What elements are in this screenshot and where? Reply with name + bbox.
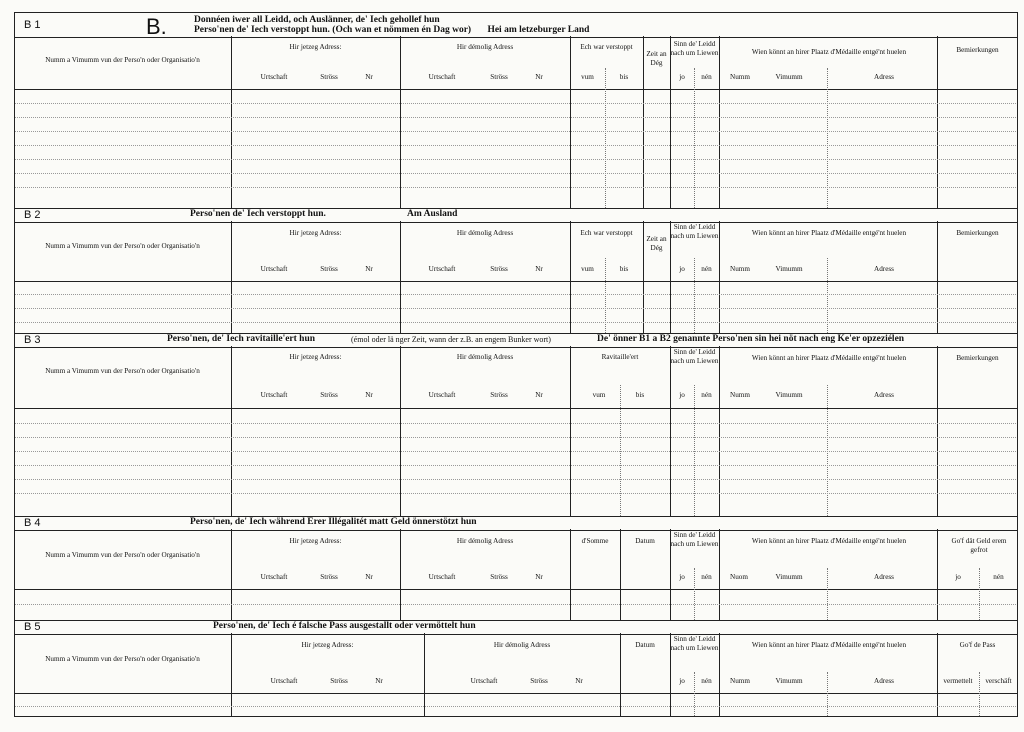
sub-nr-label: Nr (365, 573, 373, 581)
sub-yes-label: jo (955, 573, 961, 581)
col-medal-label: Wien könnt an hirer Plaatz d'Médaille entgé'nt huelen (751, 354, 907, 362)
sub-yes-label: jo (679, 73, 685, 81)
col-divider (400, 221, 401, 333)
col-old-address-label: Hir démolig Adress (456, 43, 514, 51)
col-alive-label: Sinn de' Leidd nach um Liewen (670, 531, 719, 548)
sub-ortschaft-label: Urtschaft (260, 573, 288, 581)
sub-vimumm-label: Vimumm (775, 265, 803, 273)
row-line (14, 173, 1018, 174)
col-divider (670, 36, 671, 208)
form-sheet (14, 12, 1018, 716)
sub-from-label: vum (592, 391, 606, 399)
sub-nr-label: Nr (365, 265, 373, 273)
row-line (14, 604, 1018, 605)
sub-no-label: nén (993, 573, 1004, 581)
subcol-divider (827, 672, 828, 716)
sub-no-label: nén (701, 677, 712, 685)
row-line (14, 145, 1018, 146)
sub-adress-label: Adress (874, 265, 894, 273)
col-divider (719, 633, 720, 716)
sub-from-label: vum (581, 73, 594, 81)
sub-nr-label: Nr (535, 265, 543, 273)
col-divider (570, 346, 571, 516)
section-b1-subheading (194, 25, 589, 35)
sub-strooss-label: Ströss (490, 265, 508, 273)
col-alive-label: Sinn de' Leidd nach um Liewen (670, 223, 719, 240)
sub-ortschaft-label: Urtschaft (470, 677, 498, 685)
sub-adress-label: Adress (874, 391, 894, 399)
col-alive-label: Sinn de' Leidd nach um Liewen (670, 40, 719, 57)
col-old-address-label: Hir démolig Adress (456, 353, 514, 361)
section-b1-id: B 1 (24, 19, 41, 31)
section-b3-id: B 3 (24, 334, 41, 346)
col-old-address-label: Hir démolig Adress (493, 641, 551, 649)
col-hidden-label: Ech war verstoppt (580, 229, 633, 237)
section-b5-heading: Perso'nen, de' Iech é falsche Pass ausgestallt oder vermöttelt hun (213, 621, 476, 631)
sub-numm-label: Numm (730, 265, 750, 273)
sub-yes-label: jo (679, 265, 685, 273)
row-line (14, 322, 1018, 323)
col-divider (570, 221, 571, 333)
sub-strooss-label: Ströss (530, 677, 548, 685)
col-divider (937, 36, 938, 208)
sub-no-label: nén (701, 265, 712, 273)
sub-yes-label: jo (679, 677, 685, 685)
col-old-address-label: Hir démolig Adress (456, 537, 514, 545)
sub-strooss-label: Ströss (320, 73, 338, 81)
sub-ortschaft-label: Urtschaft (260, 265, 288, 273)
sub-strooss-label: Ströss (320, 391, 338, 399)
col-divider (719, 529, 720, 620)
col-name-label: Numm a Vimumm vun der Perso'n oder Organisatio'n (45, 56, 200, 64)
col-medal-label: Wien könnt an hirer Plaatz d'Médaille entgé'nt huelen (751, 229, 907, 237)
sub-nr-label: Nr (535, 573, 543, 581)
row-line (14, 187, 1018, 188)
sub-vimumm-label: Vimumm (775, 677, 803, 685)
sub-ortschaft-label: Urtschaft (428, 265, 456, 273)
row-line (14, 103, 1018, 104)
col-passport-label: Go'f de Pass (959, 641, 996, 649)
form-letter: B. (146, 14, 167, 39)
section-b3-note: (émol oder lä nger Zeit, wann der z.B. an engem Bunker wort) (351, 335, 551, 344)
sub-to-label: bis (619, 265, 629, 273)
sub-numm-label: Numm (730, 391, 750, 399)
section-b2 (14, 208, 1018, 333)
sub-from-label: vum (581, 265, 594, 273)
col-alive-label: Sinn de' Leidd nach um Liewen (670, 635, 719, 652)
col-current-address-label: Hir jetzeg Adress: (289, 353, 342, 361)
col-current-address-label: Hir jetzeg Adress: (289, 537, 342, 545)
section-b3-heading: Perso'nen, de' Iech ravitaille'ert hun (167, 334, 316, 344)
sub-no-label: nén (701, 73, 712, 81)
col-medal-label: Wien könnt an hirer Plaatz d'Médaille entgé'nt huelen (751, 641, 907, 649)
col-divider (937, 346, 938, 516)
section-b1-subheading-place: Hei am letzeburger Land (487, 25, 590, 35)
sub-numm-label: Numm (730, 73, 750, 81)
sub-no-label: nén (701, 391, 712, 399)
col-alive-label: Sinn de' Leidd nach um Liewen (670, 348, 719, 365)
sub-ortschaft-label: Urtschaft (260, 73, 288, 81)
col-divider (670, 346, 671, 516)
sub-procured-label: verschäft (985, 677, 1012, 685)
col-date-label: Datum (635, 537, 655, 545)
col-old-address-label: Hir démolig Adress (456, 229, 514, 237)
sub-numm-label: Numm (730, 677, 750, 685)
sub-strooss-label: Ströss (320, 573, 338, 581)
row-line (14, 294, 1018, 295)
col-date-label: Datum (635, 641, 655, 649)
section-b5-id: B 5 (24, 621, 41, 633)
sub-vimumm-label: Vimumm (775, 573, 803, 581)
col-name-label: Numm a Vimumm vun der Perso'n oder Organisatio'n (45, 367, 200, 375)
col-divider (719, 36, 720, 208)
row-line (14, 706, 1018, 707)
sub-strooss-label: Ströss (490, 573, 508, 581)
section-b4-heading: Perso'nen, de' Iech während Erer Illégalitét matt Geld önnerstötzt hun (190, 517, 477, 527)
sub-to-label: bis (619, 73, 629, 81)
sub-ortschaft-label: Urtschaft (428, 573, 456, 581)
sub-nr-label: Nr (365, 73, 373, 81)
col-remarks-label: Bemierkungen (956, 229, 999, 237)
row-line (14, 131, 1018, 132)
col-divider (719, 221, 720, 333)
col-time-label: Zeit an Dég (646, 50, 667, 67)
col-divider (231, 36, 232, 208)
col-divider (400, 36, 401, 208)
sub-adress-label: Adress (874, 573, 894, 581)
section-b4-id: B 4 (24, 517, 41, 529)
row-line (14, 308, 1018, 309)
col-current-address-label: Hir jetzeg Adress: (289, 43, 342, 51)
row-line (14, 465, 1018, 466)
sub-yes-label: jo (679, 573, 685, 581)
col-name-label: Numm a Vimumm vun der Perso'n oder Organisatio'n (45, 551, 200, 559)
col-remarks-label: Bemierkungen (956, 354, 999, 362)
col-medal-label: Wien könnt an hirer Plaatz d'Médaille entgé'nt huelen (751, 537, 907, 545)
row-line (14, 117, 1018, 118)
subcol-divider (827, 568, 828, 620)
section-b1-heading: Donnéen iwer all Leidd, och Auslänner, de' Iech gehollef hun (194, 15, 440, 25)
col-divider (400, 346, 401, 516)
sub-nr-label: Nr (575, 677, 583, 685)
sub-ortschaft-label: Urtschaft (260, 391, 288, 399)
col-money-returned-label: Go'f dät Geld erem gefrot (951, 537, 1007, 554)
row-line (14, 451, 1018, 452)
row-line (14, 437, 1018, 438)
col-divider (719, 346, 720, 516)
sub-nr-label: Nr (375, 677, 383, 685)
col-time-label: Zeit an Dég (646, 235, 667, 252)
row-line (14, 479, 1018, 480)
section-b2-id: B 2 (24, 209, 41, 221)
col-current-address-label: Hir jetzeg Adress: (301, 641, 354, 649)
section-b4 (14, 516, 1018, 620)
col-remarks-label: Bemierkungen (956, 46, 999, 54)
col-ravitaillert-label: Ravitaille'ert (601, 353, 639, 361)
sub-yes-label: jo (679, 391, 685, 399)
row-line (14, 423, 1018, 424)
row-line (14, 493, 1018, 494)
col-current-address-label: Hir jetzeg Adress: (289, 229, 342, 237)
sub-ortschaft-label: Urtschaft (270, 677, 298, 685)
sub-numm-label: Nuom (730, 573, 748, 581)
sub-ortschaft-label: Urtschaft (428, 391, 456, 399)
sub-no-label: nén (701, 573, 712, 581)
sub-nr-label: Nr (365, 391, 373, 399)
col-divider (570, 36, 571, 208)
sub-mediated-label: vermettelt (943, 677, 973, 685)
section-b1 (14, 12, 1018, 208)
section-b2-place: Am Ausland (407, 209, 458, 219)
col-divider (231, 346, 232, 516)
section-b5 (14, 620, 1018, 716)
sub-adress-label: Adress (874, 73, 894, 81)
col-name-label: Numm a Vimumm vun der Perso'n oder Organisatio'n (45, 242, 200, 250)
col-hidden-label: Ech war verstoppt (580, 43, 633, 51)
section-b2-heading: Perso'nen de' Iech verstoppt hun. (190, 209, 326, 219)
form-bottom-border (14, 716, 1018, 717)
sub-vimumm-label: Vimumm (775, 391, 803, 399)
col-sum-label: d'Somme (581, 537, 609, 545)
sub-nr-label: Nr (535, 391, 543, 399)
sub-ortschaft-label: Urtschaft (428, 73, 456, 81)
col-name-label: Numm a Vimumm vun der Perso'n oder Organisatio'n (45, 655, 200, 663)
section-b3 (14, 333, 1018, 516)
sub-vimumm-label: Vimumm (775, 73, 803, 81)
sub-strooss-label: Ströss (330, 677, 348, 685)
col-medal-label: Wien könnt an hirer Plaatz d'Médaille entgé'nt huelen (751, 48, 907, 56)
sub-strooss-label: Ströss (490, 73, 508, 81)
sub-strooss-label: Ströss (320, 265, 338, 273)
section-b3-remark: De' önner B1 a B2 genannte Perso'nen sin hei nöt nach eng Ke'er opzeziélen (597, 334, 905, 344)
sub-strooss-label: Ströss (490, 391, 508, 399)
col-divider (231, 221, 232, 333)
col-divider (937, 221, 938, 333)
sub-nr-label: Nr (535, 73, 543, 81)
sub-to-label: bis (635, 391, 645, 399)
section-b1-subheading-text: Perso'nen de' Iech verstoppt hun. (Och wan et nömmen én Dag wor) (194, 25, 472, 35)
row-line (14, 159, 1018, 160)
sub-adress-label: Adress (874, 677, 894, 685)
